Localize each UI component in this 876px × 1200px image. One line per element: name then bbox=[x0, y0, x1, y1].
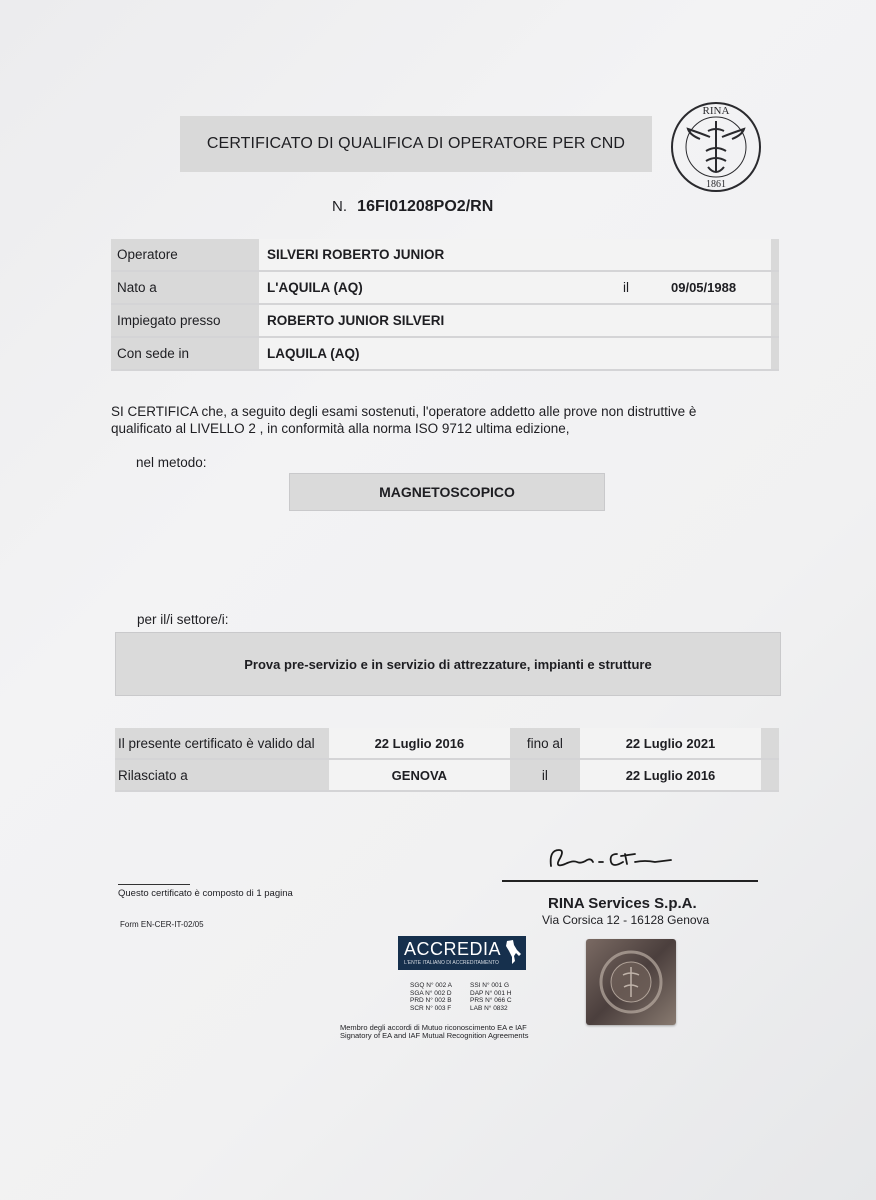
code-left: PRD N° 002 B bbox=[410, 997, 452, 1005]
accreditation-codes bbox=[410, 982, 530, 1012]
company-name: RINA Services S.p.A. bbox=[548, 895, 697, 912]
statement-line-2: qualificato al LIVELLO 2 , in conformità alla norma ISO 9712 ultima edizione, bbox=[111, 421, 570, 436]
location-label: Con sede in bbox=[111, 337, 259, 370]
table-row bbox=[111, 271, 779, 304]
accredia-logo bbox=[398, 936, 526, 970]
company-address: Via Corsica 12 - 16128 Genova bbox=[542, 913, 710, 927]
issued-date-label: il bbox=[510, 759, 580, 791]
seal-emblem-icon bbox=[586, 939, 676, 1025]
logo-year: 1861 bbox=[706, 179, 726, 190]
accredia-name: ACCREDIA bbox=[404, 939, 502, 959]
code-right: PRS N° 066 C bbox=[470, 997, 512, 1005]
operator-label: Operatore bbox=[111, 239, 259, 271]
certification-statement bbox=[111, 403, 751, 437]
valid-until-value: 22 Luglio 2021 bbox=[580, 728, 761, 759]
birthdate-value: 09/05/1988 bbox=[665, 271, 771, 304]
employer-label: Impiegato presso bbox=[111, 304, 259, 337]
signature bbox=[545, 840, 675, 874]
code-left: SGA N° 002 D bbox=[410, 989, 452, 997]
method-value: MAGNETOSCOPICO bbox=[289, 473, 605, 511]
table-row bbox=[111, 304, 779, 337]
divider bbox=[118, 884, 190, 885]
logo-text: RINA bbox=[702, 105, 730, 117]
mutual-recognition-note bbox=[340, 1024, 560, 1040]
table-row bbox=[115, 728, 779, 759]
table-row bbox=[111, 337, 779, 370]
code-left: SCR N° 003 F bbox=[410, 1004, 452, 1012]
signature-line bbox=[502, 880, 758, 882]
pages-note: Questo certificato è composto di 1 pagina bbox=[118, 888, 293, 899]
form-code: Form EN-CER-IT-02/05 bbox=[120, 920, 204, 929]
accredia-subtitle: L'ENTE ITALIANO DI ACCREDITAMENTO bbox=[404, 960, 499, 966]
valid-until-label: fino al bbox=[510, 728, 580, 759]
rina-logo bbox=[670, 101, 762, 193]
statement-line-1: SI CERTIFICA che, a seguito degli esami sostenuti, l'operatore addetto alle prove non distruttive è bbox=[111, 404, 697, 419]
code-right: LAB N° 0832 bbox=[470, 1004, 508, 1012]
hologram-seal bbox=[586, 939, 676, 1025]
membro-line-2: Signatory of EA and IAF Mutual Recognition Agreements bbox=[340, 1031, 529, 1040]
issued-place: GENOVA bbox=[329, 759, 510, 791]
certificate-title: CERTIFICATO DI QUALIFICA DI OPERATORE PER CND bbox=[180, 116, 652, 172]
operator-info-table bbox=[111, 239, 779, 371]
sector-label: per il/i settore/i: bbox=[137, 612, 229, 627]
operator-value: SILVERI ROBERTO JUNIOR bbox=[259, 239, 771, 271]
issued-label: Rilasciato a bbox=[115, 759, 329, 791]
employer-value: ROBERTO JUNIOR SILVERI bbox=[259, 304, 771, 337]
sector-value: Prova pre-servizio e in servizio di attrezzature, impianti e strutture bbox=[115, 632, 781, 696]
birthplace-label: Nato a bbox=[111, 271, 259, 304]
table-row bbox=[115, 759, 779, 791]
validity-table bbox=[115, 728, 779, 792]
method-label: nel metodo: bbox=[136, 455, 207, 470]
code-left: SGQ N° 002 A bbox=[410, 982, 452, 989]
table-row bbox=[111, 239, 779, 271]
location-value: LAQUILA (AQ) bbox=[259, 337, 771, 370]
birthplace-value: L'AQUILA (AQ) bbox=[259, 271, 613, 304]
certificate-number: 16FI01208PO2/RN bbox=[357, 198, 494, 215]
number-prefix: N. bbox=[332, 198, 347, 215]
valid-from-value: 22 Luglio 2016 bbox=[329, 728, 510, 759]
birthdate-label: il bbox=[613, 271, 665, 304]
certificate-number-line bbox=[332, 198, 493, 216]
italy-map-icon bbox=[504, 939, 522, 965]
issued-date: 22 Luglio 2016 bbox=[580, 759, 761, 791]
valid-from-label: Il presente certificato è valido dal bbox=[115, 728, 329, 759]
code-right: SSI N° 001 G bbox=[470, 982, 510, 989]
code-right: DAP N° 001 H bbox=[470, 989, 512, 997]
membro-line-1: Membro degli accordi di Mutuo riconoscimento EA e IAF bbox=[340, 1023, 527, 1032]
